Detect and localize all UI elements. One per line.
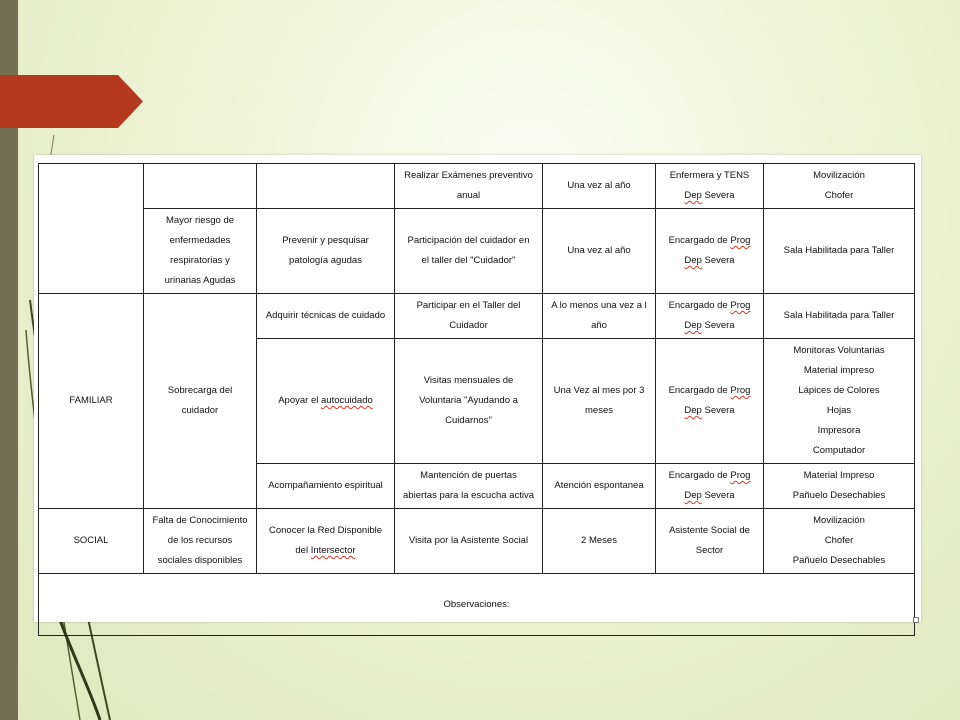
resources-cell [764,294,915,339]
cell-line: Cuidarnos" [445,415,492,426]
problem-cell [144,509,257,574]
cell-line: Voluntaria "Ayudando a [419,395,518,406]
activity-cell [395,464,543,509]
table-row [39,294,915,339]
responsible-cell [656,509,764,574]
empty-cell [144,164,257,209]
cell-line: Conocer la Red Disponible [268,525,382,536]
cell-line: 2 Meses [581,535,617,546]
problem-cell [144,294,257,509]
responsible-cell [656,294,764,339]
text-fragment: Apoyar el [278,395,321,406]
spellcheck-word: Prog [730,300,751,311]
observations-cell[interactable] [39,574,915,636]
table-row [39,209,915,294]
resources-cell [764,509,915,574]
cell-line: Encargado de Prog [668,470,751,481]
frequency-cell [543,509,656,574]
spellcheck-word: Dep [684,320,702,331]
cell-line: Una vez al año [567,180,631,191]
cell-line: Participar en el Taller del [416,300,521,311]
cell-line: de los recursos [167,535,233,546]
activity-cell [395,339,543,464]
objective-cell [257,509,395,574]
cell-line: Monitoras Voluntarias [793,345,885,356]
cell-line: patología agudas [289,255,362,266]
activity-cell [395,294,543,339]
spellcheck-word: autocuidado [321,395,373,406]
cell-line: Realizar Exámenes preventivo [404,170,533,181]
cell-line: Encargado de Prog [668,300,751,311]
cell-line: Material impreso [803,365,875,376]
spellcheck-word: Dep [684,255,702,266]
cell-line: Sector [695,545,724,556]
care-plan-table [38,163,915,636]
cell-line: Hojas [826,405,852,416]
frequency-cell [543,339,656,464]
cell-line: Atención espontanea [554,480,644,491]
objective-cell [257,464,395,509]
resources-cell [764,164,915,209]
empty-cell [257,164,395,209]
cell-line: meses [585,405,613,416]
cell-line: respiratorias y [170,255,230,266]
empty-cell [39,164,144,294]
cell-line [260,391,391,411]
category-label: FAMILIAR [69,395,113,406]
cell-line: Sala Habilitada para Taller [783,245,895,256]
activity-cell [395,164,543,209]
frequency-cell [543,464,656,509]
cell-line: Asistente Social de [669,525,750,536]
cell-line: A lo menos una vez a l [551,300,647,311]
resources-cell [764,339,915,464]
cell-line: Participación del cuidador en [407,235,530,246]
cell-line: Prevenir y pesquisar [282,235,369,246]
cell-line: Mantención de puertas [420,470,517,481]
cell-line: Sala Habilitada para Taller [783,310,895,321]
cell-line: Dep Severa [684,405,735,416]
activity-cell [395,209,543,294]
objective-cell [257,339,395,464]
responsible-cell [656,339,764,464]
cell-line: sociales disponibles [157,555,243,566]
cell-line: Una vez al año [567,245,631,256]
document-page [34,155,921,622]
spellcheck-word: Dep [684,490,702,501]
cell-line: Chofer [824,535,854,546]
cell-line: Mayor riesgo de [165,215,235,226]
cell-line: Computador [812,445,866,456]
category-cell [39,509,144,574]
spellcheck-word: Prog [730,470,751,481]
cell-line: Movilización [813,170,865,181]
cell-line: Chofer [824,190,854,201]
cell-line: Impresora [817,425,861,436]
activity-cell [395,509,543,574]
resources-cell [764,464,915,509]
cell-line: Pañuelo Desechables [792,490,886,501]
observations-row [39,574,915,636]
cell-line: Material Impreso [803,470,875,481]
text-fragment: del [295,545,311,556]
cell-line: Pañuelo Desechables [792,555,886,566]
spellcheck-word: Intersector [310,545,356,556]
problem-cell [144,209,257,294]
cell-line: Visitas mensuales de [423,375,514,386]
resources-cell [764,209,915,294]
cell-line: Dep Severa [684,255,735,266]
cell-line: Encargado de Prog [668,385,751,396]
observations-label: Observaciones: [443,598,510,610]
cell-line: urinarias Agudas [164,275,236,286]
frequency-cell [543,164,656,209]
cell-line: Cuidador [449,320,488,331]
cell-line: Sobrecarga del [167,385,233,396]
cell-line: Movilización [813,515,865,526]
cell-line: abiertas para la escucha activa [403,490,534,501]
frequency-cell [543,209,656,294]
objective-cell [257,209,395,294]
cell-line: Lápices de Colores [798,385,880,396]
cell-line: Dep Severa [684,490,735,501]
spellcheck-word: Prog [730,385,751,396]
cell-line: Una Vez al mes por 3 [553,385,645,396]
table-row [39,164,915,209]
cell-line [260,541,391,561]
cell-line: Dep Severa [684,190,735,201]
objective-cell [257,294,395,339]
cell-line: el taller del "Cuidador" [421,255,516,266]
arrow-shape-icon [0,75,143,128]
cell-line: Acompañamiento espiritual [268,480,383,491]
cell-line: enfermedades [169,235,231,246]
cell-line: Dep Severa [684,320,735,331]
spellcheck-word: Dep [684,405,702,416]
cell-line: Encargado de Prog [668,235,751,246]
resize-handle[interactable] [913,617,919,623]
spellcheck-word: Dep [684,190,702,201]
cell-line: Adquirir técnicas de cuidado [265,310,386,321]
responsible-cell [656,164,764,209]
category-label: SOCIAL [73,535,109,546]
responsible-cell [656,464,764,509]
cell-line: anual [456,190,481,201]
cell-line: Visita por la Asistente Social [408,535,529,546]
cell-line: cuidador [181,405,219,416]
table-row [39,509,915,574]
cell-line: año [591,320,607,331]
frequency-cell [543,294,656,339]
cell-line: Enfermera y TENS [669,170,750,181]
cell-line: Falta de Conocimiento [152,515,248,526]
category-cell [39,294,144,509]
spellcheck-word: Prog [730,235,751,246]
responsible-cell [656,209,764,294]
